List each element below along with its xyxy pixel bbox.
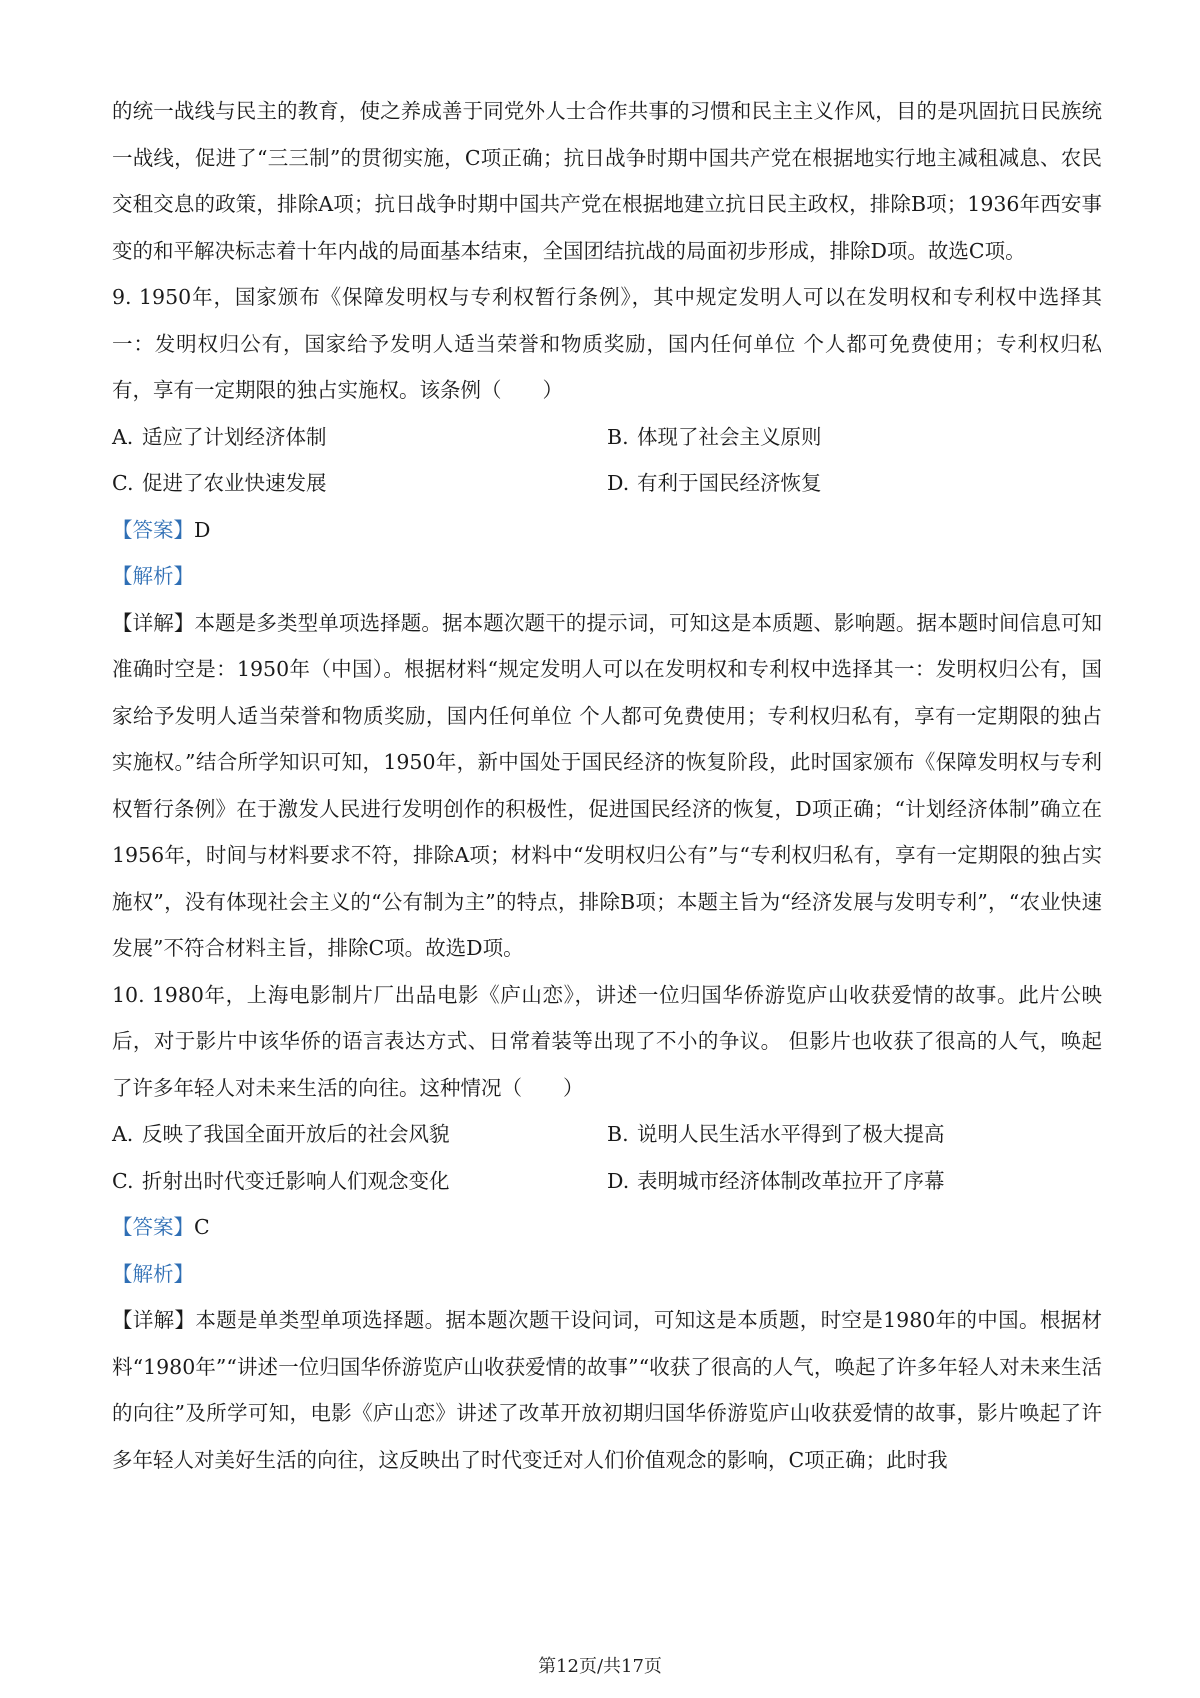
option-letter: A. (112, 1122, 134, 1146)
option-text: 适应了计划经济体制 (142, 424, 327, 449)
question-9-option-b (607, 414, 1102, 461)
question-10-option-c (112, 1158, 607, 1205)
analysis-label: 【解析】 (112, 1261, 194, 1286)
option-letter: C. (112, 471, 134, 495)
option-text: 说明人民生活水平得到了极大提高 (637, 1122, 945, 1146)
option-text: 促进了农业快速发展 (142, 471, 327, 495)
analysis-label: 【解析】 (112, 564, 194, 588)
answer-label: 【答案】 (112, 517, 194, 542)
option-letter: D. (607, 471, 630, 495)
detail-text: 本题是单类型单项选择题。据本题次题干设问词，可知这是本质题，时空是1980年的中国。根据材料“1980年”“讲述一位归国华侨游览庐山收获爱情的故事”“收获了很高的人气，唤起了许多年轻人对未来生活的向往”及所学可知，电影《庐山恋》讲述了改革开放初期归国华侨游览庐山收获爱情的故事，影片唤起了许多年轻人对美好生活的向往，这反映出了时代变迁对人们价值观念的影响，C项正确；此时我 (112, 1308, 1103, 1472)
document-page (112, 88, 1102, 1483)
option-text: 折射出时代变迁影响人们观念变化 (142, 1168, 450, 1193)
option-text: 表明城市经济体制改革拉开了序幕 (637, 1168, 945, 1193)
question-9-detail (112, 600, 1102, 972)
question-9-option-d (607, 460, 1102, 507)
question-10-detail (112, 1297, 1102, 1483)
option-letter: A. (112, 424, 134, 449)
question-10-analysis (112, 1251, 1102, 1298)
question-9-answer (112, 507, 1102, 554)
detail-label: 【详解】 (112, 610, 195, 635)
question-10-stem: 10. 1980年，上海电影制片厂出品电影《庐山恋》，讲述一位归国华侨游览庐山收获爱情的故事。此片公映后，对于影片中该华侨的语言表达方式、日常着装等出现了不小的争议。 但影片也收获了很高的人气，唤起了许多年轻人对未来生活的向往。这种情况（ ） (112, 982, 1102, 1100)
question-10-answer (112, 1204, 1102, 1251)
option-text: 反映了我国全面开放后的社会风貌 (142, 1122, 450, 1146)
option-letter: B. (607, 424, 629, 449)
page-footer: 第12页/共17页 (538, 1656, 662, 1677)
question-10-option-d (607, 1158, 1102, 1205)
intro-paragraph: 的统一战线与民主的教育，使之养成善于同党外人士合作共事的习惯和民主主义作风，目的是巩固抗日民族统一战线，促进了“三三制”的贯彻实施，C项正确；抗日战争时期中国共产党在根据地实行地主减租减息、农民交租交息的政策，排除A项；抗日战争时期中国共产党在根据地建立抗日民主政权，排除B项；1936年西安事变的和平解决标志着十年内战的局面基本结束，全国团结抗战的局面初步形成，排除D项。故选C项。 (112, 99, 1102, 263)
option-letter: D. (607, 1168, 630, 1193)
detail-label: 【详解】 (112, 1308, 196, 1332)
question-9-analysis (112, 553, 1102, 600)
question-9-stem: 9. 1950年，国家颁布《保障发明权与专利权暂行条例》，其中规定发明人可以在发明权和专利权中选择其一：发明权归公有，国家给予发明人适当荣誉和物质奖励，国内任何单位 个人都可免费使用；专利权归私有，享有一定期限的独占实施权。该条例（ ） (112, 285, 1102, 402)
answer-label: 【答案】 (112, 1215, 194, 1239)
option-text: 体现了社会主义原则 (637, 424, 822, 449)
question-9-options (112, 414, 1102, 507)
option-text: 有利于国民经济恢复 (637, 471, 822, 495)
question-10-options (112, 1111, 1102, 1204)
detail-text: 本题是多类型单项选择题。据本题次题干的提示词，可知这是本质题、影响题。据本题时间信息可知准确时空是：1950年（中国）。根据材料“规定发明人可以在发明权和专利权中选择其一：发明权归公有，国家给予发明人适当荣誉和物质奖励，国内任何单位 个人都可免费使用；专利权归私有，享有一定期限的独占实施权。”结合所学知识可知，1950年，新中国处于国民经济的恢复阶段，此时国家颁布《保障发明权与专利权暂行条例》在于激发人民进行发明创作的积极性，促进国民经济的恢复，D项正确；“计划经济体制”确立在1956年，时间与材料要求不符，排除A项；材料中“发明权归公有”与“专利权归私有，享有一定期限的独占实施权”，没有体现社会主义的“公有制为主”的特点，排除B项；本题主旨为“经济发展与发明专利”，“农业快速发展”不符合材料主旨，排除C项。故选D项。 (112, 610, 1103, 960)
option-letter: B. (607, 1122, 629, 1146)
question-9-option-c (112, 460, 607, 507)
option-letter: C. (112, 1168, 134, 1193)
answer-value: D (194, 517, 211, 542)
question-9-option-a (112, 414, 607, 461)
question-10-option-a (112, 1111, 607, 1158)
question-10-option-b (607, 1111, 1102, 1158)
answer-value: C (194, 1215, 210, 1239)
